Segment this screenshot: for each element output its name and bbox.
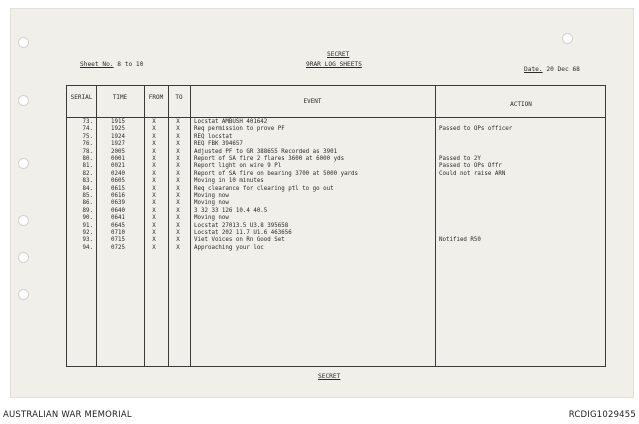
cell-serial: 78. — [82, 148, 93, 155]
cell-time: 0645 — [111, 222, 125, 229]
cell-event: Moving now — [194, 215, 229, 222]
cell-time: 0640 — [111, 207, 125, 214]
cell-from: X — [152, 126, 156, 133]
cell-time: 0616 — [111, 193, 125, 199]
cell-serial: 89. — [82, 207, 93, 214]
cell-serial: 83. — [82, 178, 93, 185]
cell-action: Notified R50 — [439, 237, 481, 244]
cell-time: 0021 — [111, 163, 125, 170]
cell-serial: 85. — [82, 193, 93, 199]
sheet-number-value: 8 to 10 — [117, 61, 144, 68]
cell-action: Passed to OPs Offr — [439, 163, 502, 170]
cell-to: X — [176, 185, 180, 192]
cell-from: X — [152, 230, 156, 236]
cell-action: Passed to 2Y — [439, 156, 481, 162]
table-row — [67, 245, 607, 252]
table-row — [67, 156, 607, 163]
cell-from: X — [152, 156, 156, 162]
punch-hole — [18, 95, 29, 106]
table-row — [67, 163, 607, 170]
cell-time: 1915 — [111, 119, 125, 125]
cell-time: 1924 — [111, 133, 125, 140]
punch-hole — [562, 33, 573, 44]
table-row — [67, 186, 607, 193]
cell-from: X — [152, 141, 156, 148]
cell-serial: 90. — [82, 215, 93, 222]
date-label: Date. — [524, 66, 543, 73]
secret-marking-bottom: SECRET — [318, 373, 341, 380]
cell-from: X — [152, 185, 156, 192]
cell-event: Moving in 10 minutes — [194, 178, 264, 185]
table-row — [67, 141, 607, 148]
cell-event: REQ FBK 394657 — [194, 141, 243, 148]
footer-institution: AUSTRALIAN WAR MEMORIAL — [3, 410, 132, 420]
date — [524, 66, 580, 73]
table-row — [67, 237, 607, 244]
log-table — [66, 85, 606, 367]
cell-event: Moving now — [194, 200, 229, 207]
cell-serial: 94. — [82, 244, 93, 251]
cell-event: Viet Voices on Rn Good Set — [194, 237, 285, 244]
cell-to: X — [176, 193, 180, 199]
cell-serial: 91. — [82, 222, 93, 229]
col-header-action: ACTION — [510, 101, 532, 108]
cell-event: Report of SA fire on bearing 3700 at 5000 yards — [194, 170, 359, 177]
punch-hole — [18, 289, 29, 300]
table-row — [67, 119, 607, 126]
col-header-event: EVENT — [303, 98, 322, 105]
cell-from: X — [152, 178, 156, 185]
cell-event: REQ locstat — [194, 133, 233, 140]
date-value: 20 Dec 68 — [546, 66, 580, 73]
document-title: 9RAR LOG SHEETS — [306, 61, 362, 68]
cell-serial: 76. — [82, 141, 93, 148]
cell-to: X — [176, 170, 180, 177]
secret-marking-top: SECRET — [327, 51, 350, 58]
table-row — [67, 223, 607, 230]
table-row — [67, 178, 607, 185]
cell-to: X — [176, 126, 180, 133]
cell-time: 0615 — [111, 185, 125, 192]
col-header-serial: SERIAL — [70, 94, 93, 101]
cell-to: X — [176, 237, 180, 244]
cell-to: X — [176, 163, 180, 170]
cell-from: X — [152, 200, 156, 207]
cell-action: Could not raise ARN — [439, 170, 506, 177]
cell-time: 0001 — [111, 156, 125, 162]
table-row — [67, 193, 607, 200]
cell-from: X — [152, 133, 156, 140]
cell-from: X — [152, 193, 156, 199]
cell-action: Passed to OPs officer — [439, 126, 513, 133]
cell-from: X — [152, 148, 156, 155]
cell-time: 0725 — [111, 244, 125, 251]
cell-time: 1927 — [111, 141, 125, 148]
cell-from: X — [152, 237, 156, 244]
cell-event: Req clearance for clearing ptl to go out — [194, 185, 334, 192]
cell-serial: 73. — [82, 119, 93, 125]
col-header-to: TO — [175, 94, 183, 101]
punch-hole — [18, 252, 29, 263]
cell-time: 1925 — [111, 126, 125, 133]
cell-from: X — [152, 244, 156, 251]
table-row — [67, 215, 607, 222]
cell-from: X — [152, 222, 156, 229]
cell-from: X — [152, 170, 156, 177]
cell-event: 3 32 33 126 10.4 40.5 — [194, 207, 268, 214]
cell-event: Report of SA fire 2 flares 3600 at 6000 yds — [194, 156, 345, 162]
cell-from: X — [152, 207, 156, 214]
table-row — [67, 200, 607, 207]
cell-serial: 86. — [82, 200, 93, 207]
punch-hole — [18, 215, 29, 226]
sheet-number — [80, 61, 143, 68]
col-header-time: TIME — [112, 94, 128, 101]
cell-event: Locstat 202 11.7 U1.6 463656 — [194, 230, 292, 236]
cell-serial: 75. — [82, 133, 93, 140]
cell-to: X — [176, 133, 180, 140]
cell-time: 2005 — [111, 148, 125, 155]
cell-from: X — [152, 215, 156, 222]
punch-hole — [18, 37, 29, 48]
cell-event: Report light on wire 9 Pl — [194, 163, 282, 170]
header-rule — [67, 117, 605, 118]
cell-time: 0240 — [111, 170, 125, 177]
cell-serial: 93. — [82, 237, 93, 244]
cell-serial: 80. — [82, 156, 93, 162]
sheet-number-label: Sheet No. — [80, 61, 114, 68]
cell-to: X — [176, 148, 180, 155]
cell-event: Adjusted PF to GR 388655 Recorded as 3901 — [194, 148, 338, 155]
punch-hole — [18, 158, 29, 169]
cell-event: Approaching your loc — [194, 244, 264, 251]
cell-to: X — [176, 119, 180, 125]
cell-from: X — [152, 119, 156, 125]
cell-from: X — [152, 163, 156, 170]
table-row — [67, 208, 607, 215]
table-row — [67, 134, 607, 141]
col-header-from: FROM — [148, 94, 164, 101]
cell-to: X — [176, 141, 180, 148]
cell-time: 0641 — [111, 215, 125, 222]
cell-serial: 81. — [82, 163, 93, 170]
cell-time: 0639 — [111, 200, 125, 207]
table-row — [67, 230, 607, 237]
cell-serial: 82. — [82, 170, 93, 177]
cell-to: X — [176, 244, 180, 251]
cell-to: X — [176, 230, 180, 236]
cell-event: Req permission to prove PF — [194, 126, 285, 133]
cell-event: Locstat AMBUSH 401642 — [194, 119, 268, 125]
cell-time: 0715 — [111, 237, 125, 244]
cell-serial: 84. — [82, 185, 93, 192]
cell-time: 0710 — [111, 230, 125, 236]
cell-to: X — [176, 215, 180, 222]
cell-to: X — [176, 207, 180, 214]
table-row — [67, 171, 607, 178]
cell-to: X — [176, 156, 180, 162]
cell-to: X — [176, 222, 180, 229]
cell-to: X — [176, 200, 180, 207]
cell-serial: 74. — [82, 126, 93, 133]
cell-to: X — [176, 178, 180, 185]
table-row — [67, 149, 607, 156]
cell-time: 0605 — [111, 178, 125, 185]
table-row — [67, 126, 607, 133]
cell-event: Moving now — [194, 193, 229, 199]
cell-event: Locstat 27013.5 U3.8 395658 — [194, 222, 289, 229]
footer-record-id: RCDIG1029455 — [568, 410, 636, 420]
cell-serial: 92. — [82, 230, 93, 236]
